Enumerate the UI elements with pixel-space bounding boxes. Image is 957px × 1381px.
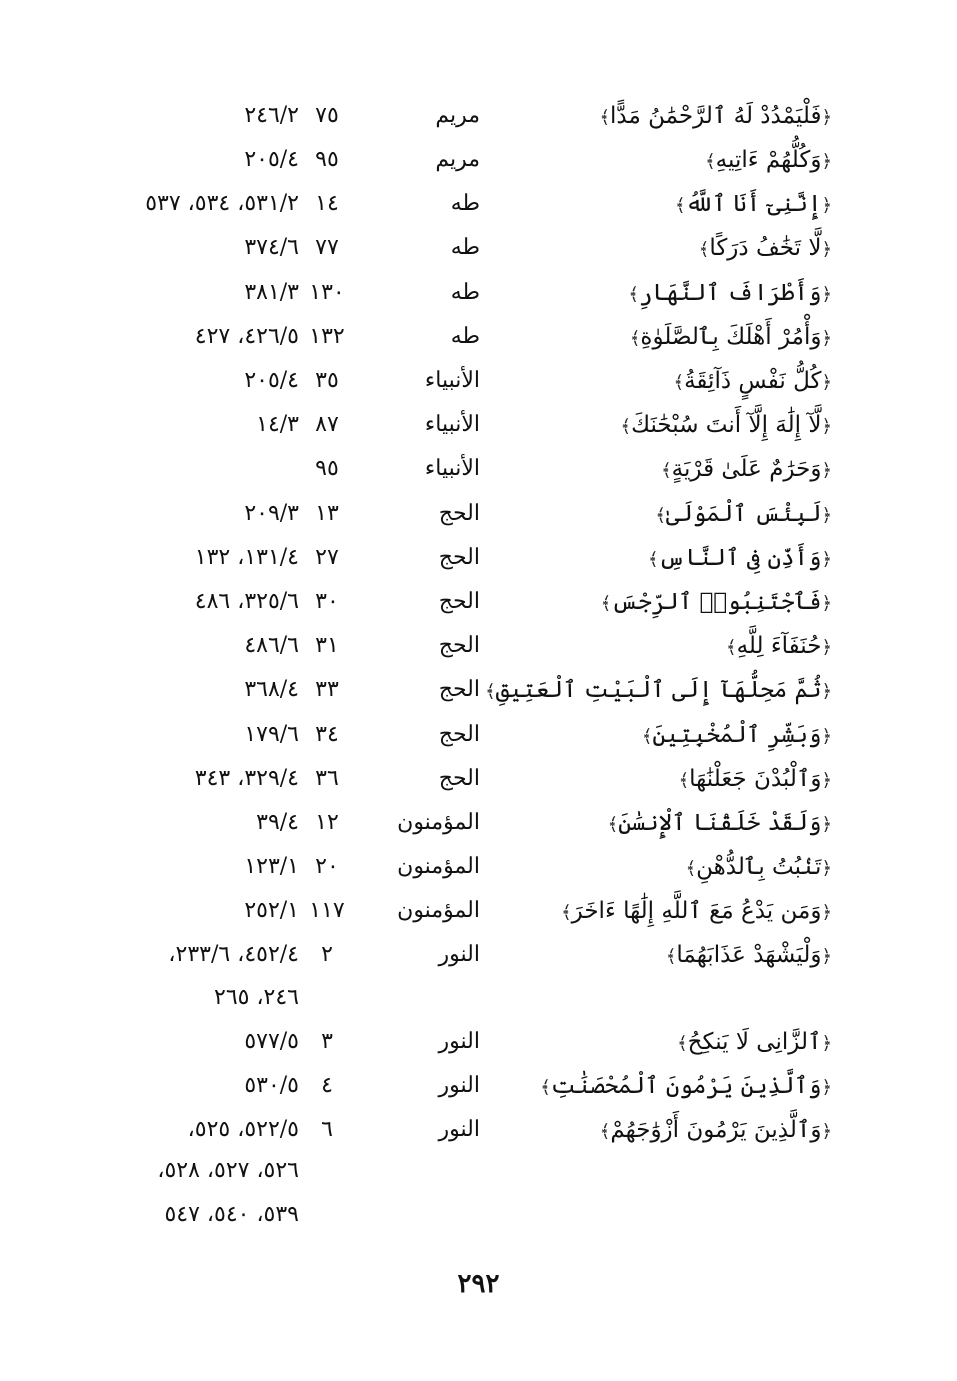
surah-name: الأنبياء [424, 412, 480, 437]
page-number: ٢٩٢ [457, 1269, 500, 1299]
ornate-bracket-open: ﴿ [821, 770, 832, 791]
surah-name: الأنبياء [424, 368, 480, 393]
page-references: ٢٠٥/٤ [244, 147, 299, 172]
ayah-number: ٣ [321, 1029, 333, 1054]
surah-name: المؤمنون [397, 810, 480, 835]
index-row [0, 580, 957, 624]
page-references: ٥٢٢/٥، ٥٢٥، [187, 1117, 299, 1142]
surah-name: طه [450, 324, 480, 349]
ornate-bracket-open: ﴿ [821, 460, 832, 481]
index-row [0, 1020, 957, 1064]
surah-name: طه [450, 191, 480, 216]
index-row [0, 1064, 957, 1108]
ornate-bracket-open: ﴿ [821, 284, 832, 305]
ayah-number: ١٢ [315, 810, 339, 835]
ayah-number: ٨٧ [315, 412, 339, 437]
verse-text: لَبِئْسَ ٱلْمَوْلَىٰ [665, 501, 822, 527]
page-references: ٣٦٨/٤ [244, 677, 299, 702]
page-references: ٤٥٢/٤، ٢٣٣/٦، [168, 942, 299, 967]
ayah-number: ٣١ [315, 633, 339, 658]
verse-text: وَلْيَشْهَدْ عَذَابَهُمَا [676, 942, 822, 968]
verse-text: وَٱلَّذِينَ يَرْمُونَ ٱلْمُحْصَنَٰتِ [550, 1073, 822, 1099]
verse-text: لَّآ إِلَٰهَ إِلَّآ أَنتَ سُبْحَٰنَكَ [631, 412, 822, 438]
verse-text: وَٱلْبُدْنَ جَعَلْنَٰهَا [689, 766, 822, 792]
index-row [0, 447, 957, 491]
ayah-number: ٧٥ [315, 103, 339, 128]
index-row [0, 1149, 957, 1193]
page-references: ١٢٣/١ [244, 854, 299, 879]
ornate-bracket-close: ﴾ [641, 726, 653, 747]
surah-name: المؤمنون [397, 854, 480, 879]
ornate-bracket-open: ﴿ [821, 328, 832, 349]
index-row [0, 1193, 957, 1237]
verse-text: فَلْيَمْدُدْ لَهُ ٱلرَّحْمَٰنُ مَدًّا [610, 103, 822, 129]
surah-name: الحج [438, 545, 480, 570]
index-row [0, 845, 957, 889]
ayah-number: ٣٦ [315, 766, 339, 791]
page-references: ٢٠٩/٣ [244, 501, 299, 526]
ornate-bracket-open: ﴿ [821, 1033, 832, 1054]
verse-text: وَمَن يَدْعُ مَعَ ٱللَّهِ إِلَٰهًا ءَاخَرَ [571, 898, 822, 924]
surah-name: مريم [435, 103, 480, 128]
verse-text: ثُمَّ مَحِلُّهَآ إِلَى ٱلْبَيْتِ ٱلْعَتِيقِ [495, 677, 822, 703]
verse-text: وَأَذِّن فِى ٱلنَّاسِ [658, 545, 822, 571]
surah-name: الأنبياء [424, 456, 480, 481]
surah-name: النور [438, 942, 480, 967]
verse-text: وَحَرَٰمٌ عَلَىٰ قَرْيَةٍ [671, 456, 822, 482]
ornate-bracket-open: ﴿ [821, 416, 832, 437]
page-references: ٢٥٢/١ [244, 898, 299, 923]
page-references: ٣٢٥/٦، ٤٨٦ [194, 589, 299, 614]
index-row [0, 624, 957, 668]
ayah-number: ٢ [321, 942, 333, 967]
verse-text: إِنَّنِىٓ أَنَا ٱللَّهُ [685, 191, 822, 217]
page-references: ٣٢٩/٤، ٣٤٣ [194, 766, 299, 791]
verse-text: كُلُّ نَفْسٍ ذَآئِقَةُ [684, 368, 822, 394]
page-references: ٥٣٩، ٥٤٠، ٥٤٧ [164, 1202, 299, 1227]
ayah-number: ١٣ [315, 501, 339, 526]
ornate-bracket-close: ﴾ [661, 460, 672, 481]
index-row [0, 359, 957, 403]
ayah-number: ٩٥ [315, 456, 339, 481]
verse-text: تَنۢبُتُ بِٱلدُّهْنِ [696, 854, 822, 880]
surah-name: الحج [438, 766, 480, 791]
ayah-number: ٣٣ [315, 677, 339, 702]
ornate-bracket-close: ﴾ [685, 858, 697, 879]
surah-name: النور [438, 1073, 480, 1098]
ayah-number: ٧٧ [315, 235, 339, 260]
ornate-bracket-close: ﴾ [561, 902, 572, 923]
ornate-bracket-open: ﴿ [821, 505, 832, 526]
ornate-bracket-close: ﴾ [628, 284, 639, 305]
index-row [0, 226, 957, 270]
ayah-number: ١٣٠ [309, 280, 345, 305]
ornate-bracket-close: ﴾ [678, 770, 690, 791]
verse-text: لَّا تَخَٰفُ دَرَكًا [709, 235, 822, 261]
surah-name: الحج [438, 633, 480, 658]
page-references: ٢٤٦/٢ [244, 103, 299, 128]
index-row [0, 713, 957, 757]
ornate-bracket-close: ﴾ [599, 107, 611, 128]
verse-text: وَٱلَّذِينَ يَرْمُونَ أَزْوَٰجَهُمْ [610, 1117, 822, 1143]
surah-name: مريم [435, 147, 480, 172]
index-row [0, 403, 957, 447]
ornate-bracket-open: ﴿ [821, 549, 832, 570]
ornate-bracket-open: ﴿ [821, 902, 832, 923]
ornate-bracket-open: ﴿ [821, 814, 832, 835]
index-row [0, 1108, 957, 1152]
verse-text: وَلَقَدْ خَلَقْنَا ٱلْإِنسَٰنَ [618, 810, 822, 836]
ornate-bracket-close: ﴾ [673, 372, 685, 393]
ornate-bracket-close: ﴾ [607, 814, 619, 835]
ornate-bracket-close: ﴾ [600, 593, 612, 614]
page-references: ١٧٩/٦ [244, 722, 299, 747]
ornate-bracket-open: ﴿ [821, 681, 832, 702]
index-row [0, 976, 957, 1020]
page-references: ١٤/٣ [256, 412, 299, 437]
ornate-bracket-close: ﴾ [655, 505, 666, 526]
page-references: ١٣١/٤، ١٣٢ [194, 545, 299, 570]
page-references: ٤٢٦/٥، ٤٢٧ [194, 324, 299, 349]
ornate-bracket-close: ﴾ [726, 637, 737, 658]
ornate-bracket-close: ﴾ [629, 328, 641, 349]
page-references: ٥٢٦، ٥٢٧، ٥٢٨، [157, 1158, 299, 1183]
index-row [0, 94, 957, 138]
ornate-bracket-open: ﴿ [821, 858, 832, 879]
ayah-number: ٢٠ [315, 854, 339, 879]
ayah-number: ١٤ [315, 191, 339, 216]
ornate-bracket-open: ﴿ [821, 946, 832, 967]
index-row [0, 668, 957, 712]
page-references: ٢٤٦، ٢٦٥ [214, 985, 299, 1010]
index-row [0, 182, 957, 226]
ayah-number: ٣٤ [315, 722, 339, 747]
ornate-bracket-open: ﴿ [821, 151, 832, 172]
ornate-bracket-close: ﴾ [677, 1033, 688, 1054]
index-row [0, 933, 957, 977]
index-row [0, 271, 957, 315]
ornate-bracket-close: ﴾ [648, 549, 659, 570]
surah-name: الحج [438, 677, 480, 702]
verse-text: فَٱجْتَنِبُوا۟ ٱلرِّجْسَ [611, 589, 822, 615]
verse-text: وَأَطْرَافَ ٱلنَّهَارِ [638, 280, 822, 306]
ornate-bracket-open: ﴿ [821, 1121, 832, 1142]
surah-name: الحج [438, 589, 480, 614]
verse-text: وَأْمُرْ أَهْلَكَ بِٱلصَّلَوٰةِ [640, 324, 822, 350]
page-references: ٥٧٧/٥ [244, 1029, 299, 1054]
ornate-bracket-close: ﴾ [599, 1121, 611, 1142]
page-references: ٣٩/٤ [256, 810, 299, 835]
ayah-number: ١٣٢ [309, 324, 345, 349]
verse-text: وَبَشِّرِ ٱلْمُخْبِتِينَ [652, 722, 822, 748]
index-row [0, 138, 957, 182]
surah-name: طه [450, 235, 480, 260]
ornate-bracket-open: ﴿ [821, 726, 832, 747]
ornate-bracket-close: ﴾ [620, 416, 632, 437]
ayah-number: ٤ [321, 1073, 333, 1098]
surah-name: النور [438, 1029, 480, 1054]
verse-text: وَكُلُّهُمْ ءَاتِيهِ [715, 147, 822, 173]
surah-name: النور [438, 1117, 480, 1142]
verse-text: حُنَفَآءَ لِلَّهِ [736, 633, 822, 659]
index-row [0, 315, 957, 359]
ayah-number: ٣٠ [315, 589, 339, 614]
page-references: ٣٧٤/٦ [244, 235, 299, 260]
ayah-number: ٩٥ [315, 147, 339, 172]
index-row [0, 801, 957, 845]
index-row [0, 536, 957, 580]
ornate-bracket-open: ﴿ [821, 1077, 832, 1098]
ayah-number: ١١٧ [309, 898, 345, 923]
ornate-bracket-close: ﴾ [540, 1077, 551, 1098]
page-references: ٤٨٦/٦ [244, 633, 299, 658]
ornate-bracket-open: ﴿ [821, 195, 832, 216]
page-references: ٣٨١/٣ [244, 280, 299, 305]
index-row [0, 757, 957, 801]
ornate-bracket-close: ﴾ [674, 195, 686, 216]
verse-text: ٱلزَّانِى لَا يَنكِحُ [687, 1029, 822, 1055]
page-references: ٥٣١/٢، ٥٣٤، ٥٣٧ [145, 191, 299, 216]
surah-name: المؤمنون [397, 898, 480, 923]
ornate-bracket-close: ﴾ [485, 681, 496, 702]
ornate-bracket-open: ﴿ [821, 239, 832, 260]
ornate-bracket-close: ﴾ [665, 946, 677, 967]
ornate-bracket-close: ﴾ [705, 151, 716, 172]
ayah-number: ٣٥ [315, 368, 339, 393]
surah-name: طه [450, 280, 480, 305]
page-references: ٥٣٠/٥ [244, 1073, 299, 1098]
index-row [0, 889, 957, 933]
surah-name: الحج [438, 722, 480, 747]
surah-name: الحج [438, 501, 480, 526]
ayah-number: ٦ [321, 1117, 333, 1142]
ornate-bracket-open: ﴿ [821, 107, 832, 128]
ornate-bracket-close: ﴾ [698, 239, 710, 260]
ayah-number: ٢٧ [315, 545, 339, 570]
ornate-bracket-open: ﴿ [821, 593, 832, 614]
page-references: ٢٠٥/٤ [244, 368, 299, 393]
ornate-bracket-open: ﴿ [821, 372, 832, 393]
index-row [0, 492, 957, 536]
ornate-bracket-open: ﴿ [821, 637, 832, 658]
